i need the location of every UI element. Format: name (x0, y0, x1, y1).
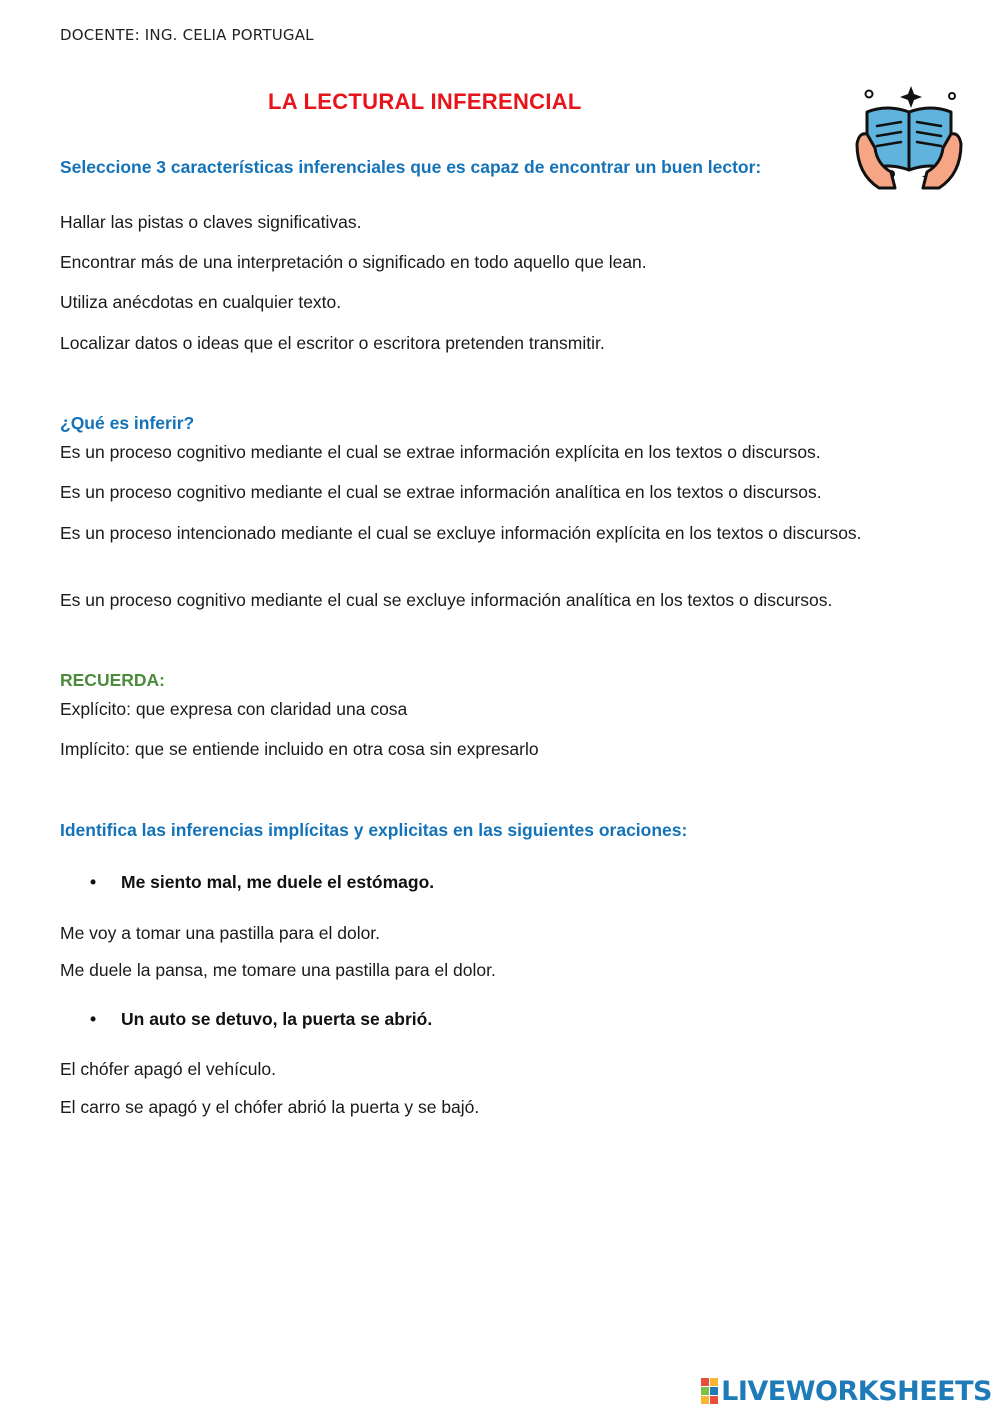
recuerda-heading: RECUERDA: (60, 670, 165, 690)
option-2-1[interactable]: Es un proceso cognitivo mediante el cual se extrae información explícita en los textos o discursos. (60, 442, 821, 462)
sentence-1 (90, 872, 434, 893)
logo-text: LIVEWORKSHEETS (721, 1375, 992, 1407)
sentence-1-text: Me siento mal, me duele el estómago. (121, 872, 435, 892)
page-title: LA LECTURAL INFERENCIAL (268, 89, 582, 114)
bullet-icon: • (90, 872, 97, 892)
option-4-1[interactable]: El chófer apagó el vehículo. (60, 1059, 276, 1079)
definition-implicito: Implícito: que se entiende incluido en otra cosa sin expresarlo (60, 739, 539, 759)
logo-blocks-icon (701, 1378, 718, 1404)
option-3-1[interactable]: Me voy a tomar una pastilla para el dolor. (60, 923, 381, 943)
option-2-3[interactable]: Es un proceso intencionado mediante el cual se excluye información explícita en los textos o discursos. (60, 523, 862, 543)
option-3-2[interactable]: Me duele la pansa, me tomare una pastilla para el dolor. (60, 960, 496, 980)
option-1-2[interactable]: Encontrar más de una interpretación o significado en todo aquello que lean. (60, 252, 647, 272)
teacher-name: DOCENTE: ING. CELIA PORTUGAL (60, 26, 314, 44)
option-4-2[interactable]: El carro se apagó y el chófer abrió la puerta y se bajó. (60, 1097, 480, 1117)
option-1-3[interactable]: Utiliza anécdotas en cualquier texto. (60, 292, 342, 312)
option-1-4[interactable]: Localizar datos o ideas que el escritor o escritora pretenden transmitir. (60, 333, 605, 353)
option-2-2[interactable]: Es un proceso cognitivo mediante el cual se extrae información analítica en los textos o discursos. (60, 482, 822, 502)
question-identifica: Identifica las inferencias implícitas y explicitas en las siguientes oraciones: (60, 820, 688, 840)
option-2-4[interactable]: Es un proceso cognitivo mediante el cual se excluye información analítica en los textos o discursos. (60, 590, 833, 610)
option-1-1[interactable]: Hallar las pistas o claves significativas. (60, 212, 362, 232)
definition-explicito: Explícito: que expresa con claridad una cosa (60, 699, 408, 719)
sentence-2 (90, 1009, 432, 1030)
question-inferir: ¿Qué es inferir? (60, 413, 195, 433)
bullet-icon: • (90, 1009, 97, 1029)
reading-book-icon (855, 82, 963, 190)
liveworksheets-logo (701, 1374, 992, 1408)
question-characteristics: Seleccione 3 características inferenciales que es capaz de encontrar un buen lector: (60, 157, 762, 177)
sentence-2-text: Un auto se detuvo, la puerta se abrió. (121, 1009, 433, 1029)
